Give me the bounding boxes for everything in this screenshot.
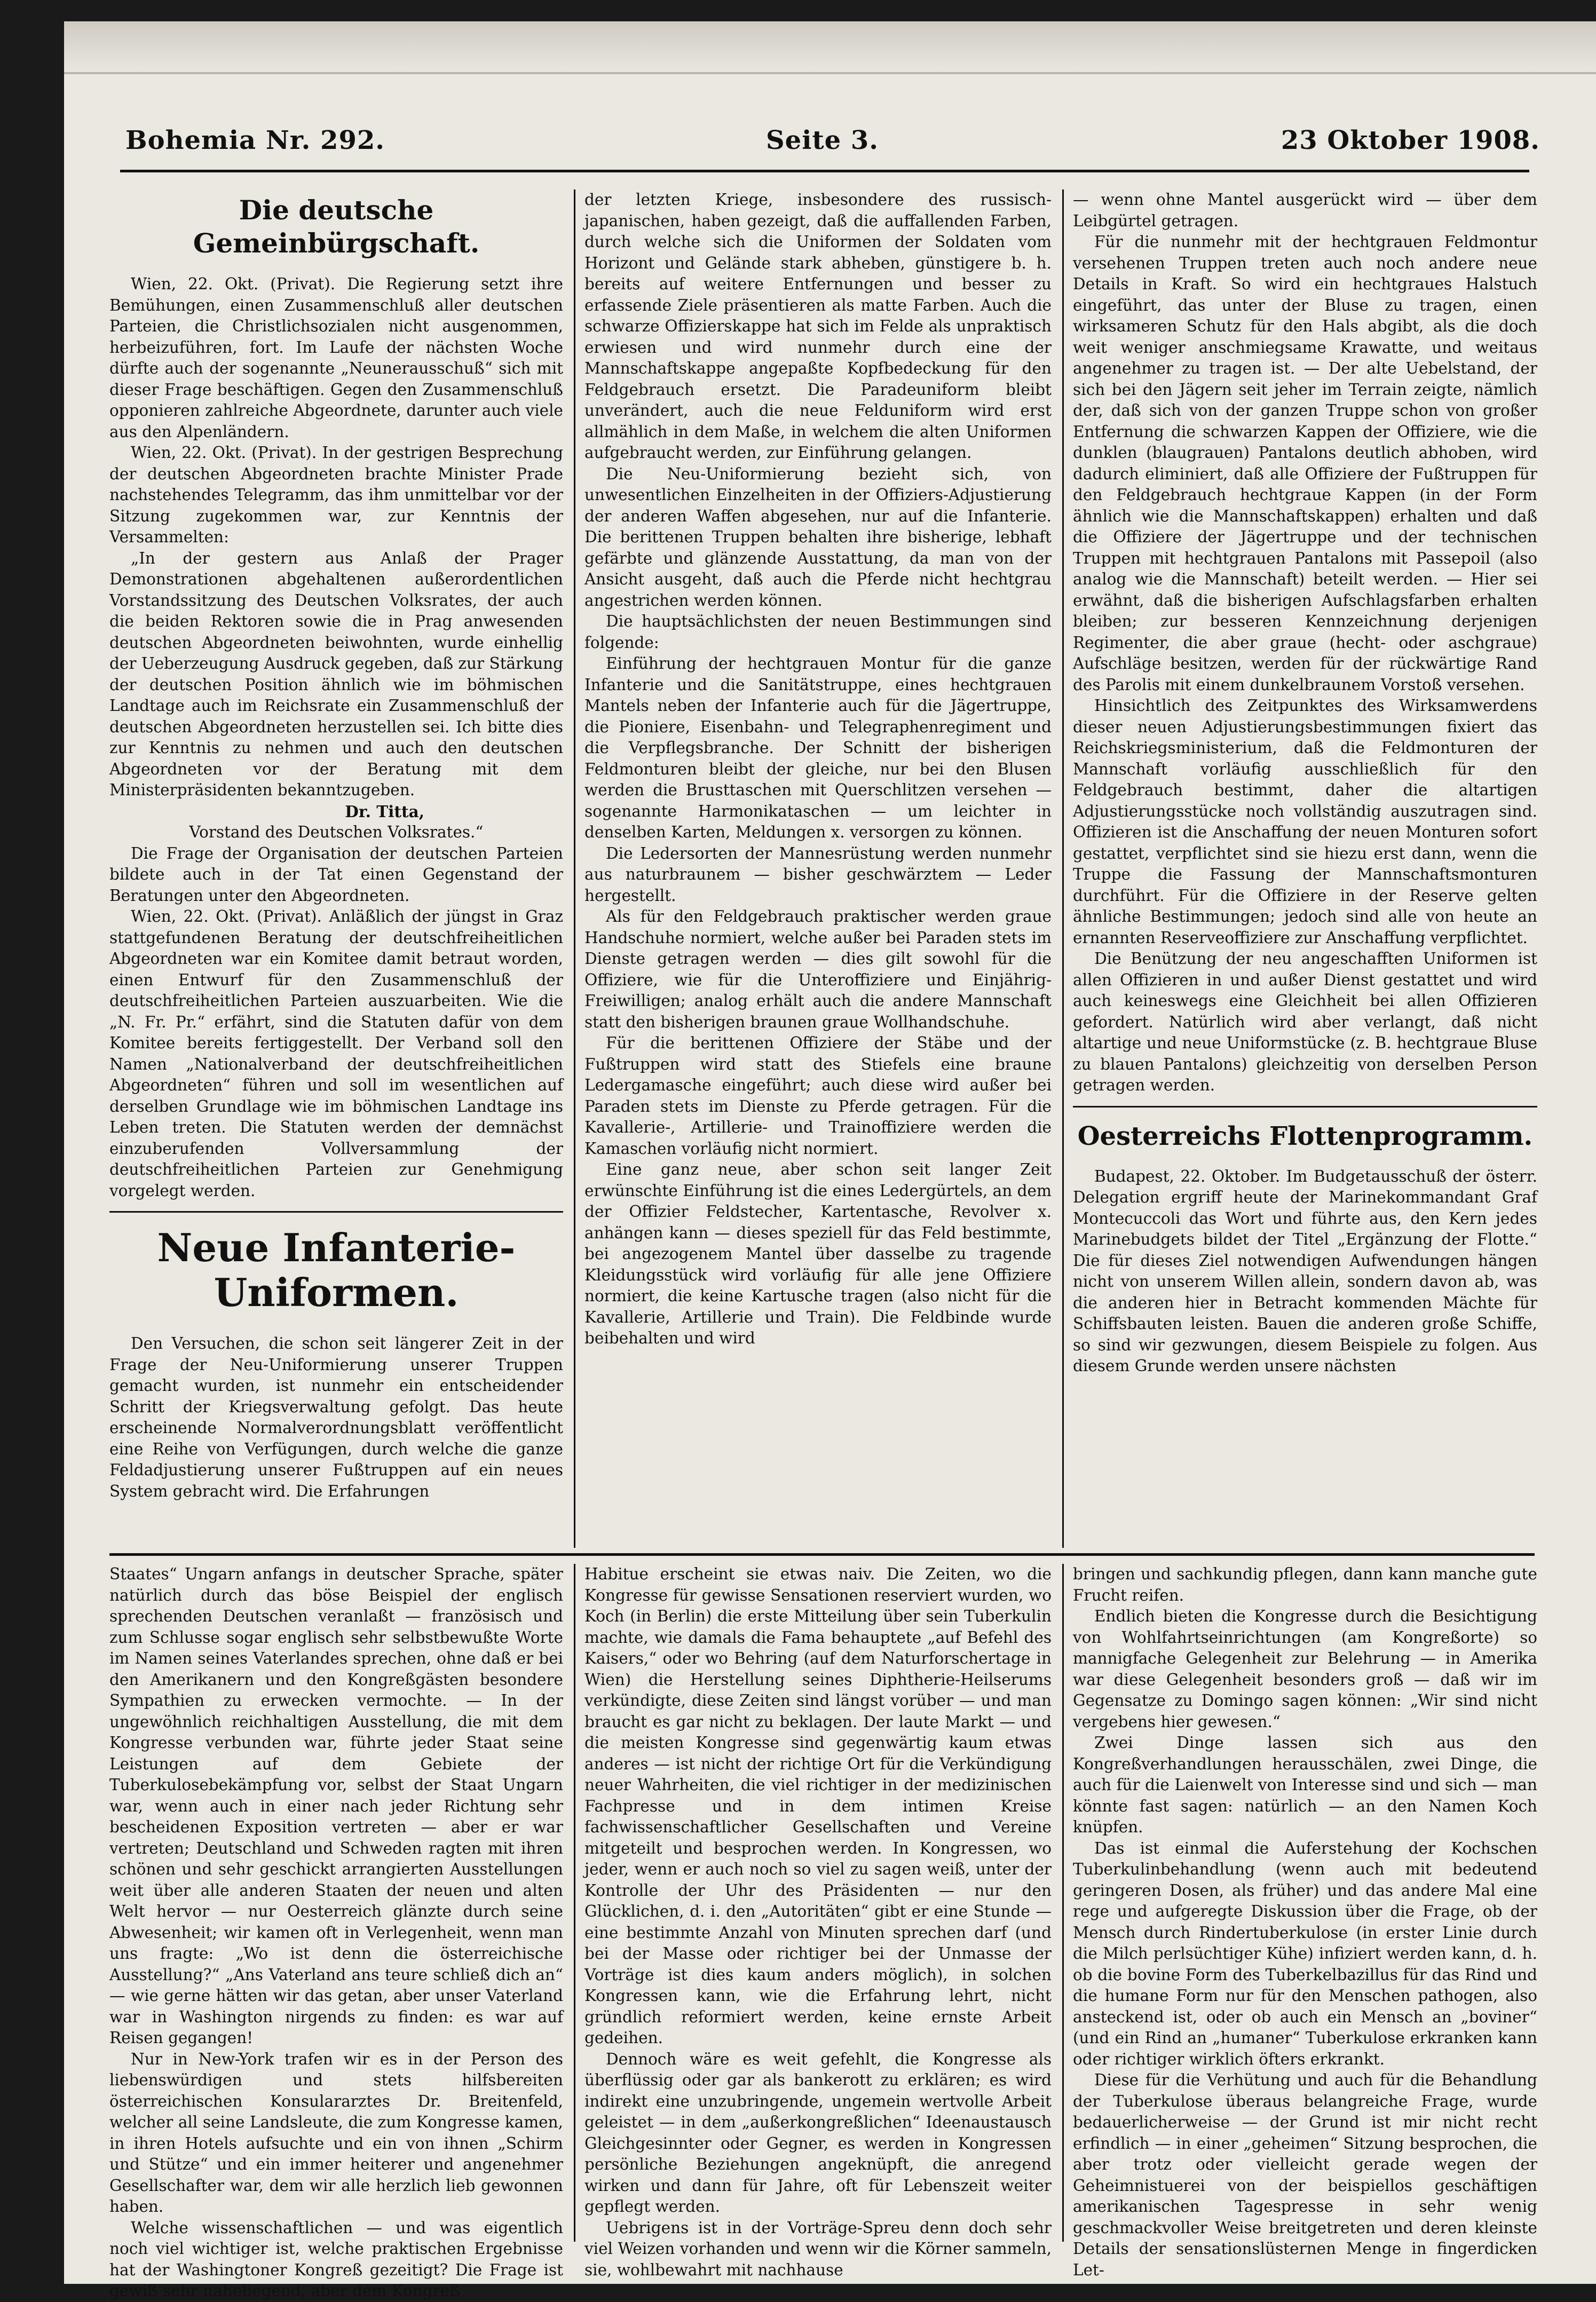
- feuilleton-paragraph: Das ist einmal die Auferstehung der Kochschen Tuberkulinbehandlung (wenn auch mit bedeutend geringeren Dosen, als früher) und das andere Mal eine rege und aufgeregte Diskussion über die Frage, ob der Mensch durch Rindertuberkulose (in erster Linie durch die Milch perlsüchtiger Kühe) infiziert werden kann, d. h. ob die bovine Form des Tuberkelbazillus für das Rind und die humane Form nur für den Menschen pathogen, also ansteckend ist, oder ob auch ein Mensch an „boviner“ (und ein Rind an „humaner“ Tuberkulose erkranken kann oder richtiger wirklich öfters erkrankt.: [1073, 1839, 1537, 2068]
- feuilleton-paragraph: Zwei Dinge lassen sich aus den Kongreßverhandlungen herausschälen, zwei Dinge, die auch für die Laienwelt von Interesse sind und sich — man könnte fast sagen: natürlich — an den Namen Koch knüpfen.: [1073, 1734, 1537, 1836]
- article-paragraph: Die hauptsächlichsten der neuen Bestimmungen sind folgende:: [584, 612, 1052, 652]
- newspaper-page: [104, 123, 1540, 2300]
- feuilleton-paragraph: Uebrigens ist in der Vorträge-Spreu denn doch sehr viel Weizen vorhanden und wenn wir die Körner sammeln, sie, wohlbewahrt mit nachhause: [584, 2218, 1052, 2279]
- feuilleton-column-3: [1073, 1564, 1537, 2279]
- article-paragraph: Die Benützung der neu angeschafften Uniformen ist allen Offizieren in und außer Dienst gestattet und wird auch keineswegs eine Gleichheit bei allen Offizieren gefordert. Natürlich wird aber verlangt, daß nicht altartige und neue Uniformstücke (z. B. hechtgraue Bluse zu blauen Pantalons) gleichzeitig von derselben Person getragen werden.: [1073, 950, 1537, 1094]
- running-head: [104, 123, 1540, 165]
- signature: Dr. Titta,: [345, 802, 424, 821]
- article-paragraph: — wenn ohne Mantel ausgerückt wird — über dem Leibgürtel getragen.: [1073, 191, 1537, 230]
- article-paragraph: der letzten Kriege, insbesondere des russisch-japanischen, haben gezeigt, daß die auffallenden Farben, durch welche sich die Uniformen der Soldaten vom Horizont und Gelände stark abheben, günstigere b. h. bereits auf weitere Entfernungen und besser zu erfassende Ziele präsentieren als matte Farben. Auch die schwarze Offizierskappe hat sich im Felde als unpraktisch erwiesen und wird nunmehr durch eine der Mannschaftskappe angepaßte Kopfbedeckung für den Feldgebrauch ersetzt. Die Paradeuniform bleibt unverändert, auch die neue Felduniform wird erst allmählich in dem Maße, in welchem die alten Uniformen aufgebraucht werden, zur Einführung gelangen.: [584, 191, 1052, 462]
- paper-edge-line: [64, 72, 1596, 74]
- article-paragraph: Als für den Feldgebrauch praktischer werden graue Handschuhe normiert, welche außer bei Paraden stets im Dienste getragen werden — dies gilt sowohl für die Offiziere, wie für die Unteroffiziere und Einjährig-Freiwilligen; analog erhält auch die andere Mannschaft statt den bisherigen braunen graue Wollhandschuhe.: [584, 907, 1052, 1031]
- feuilleton-column-1: [109, 1564, 563, 2300]
- newspaper-sheet: [64, 21, 1596, 2300]
- article-paragraph: Wien, 22. Okt. (Privat). Anläßlich der jüngst in Graz stattgefundenen Beratung der deutschfreiheitlichen Abgeordneten war ein Komitee damit betraut worden, einen Entwurf für den Zusammenschluß der deutschfreiheitlichen Parteien auszuarbeiten. Wie die „N. Fr. Pr.“ erfährt, sind die Statuten dafür von dem Komitee bereits fertiggestellt. Der Verband soll den Namen „Nationalverband der deutschfreiheitlichen Abgeordneten“ führen und soll im wesentlichen auf derselben Grundlage wie im böhmischen Landtage ins Leben treten. Die Statuten werden der demnächst einzuberufenden Vollversammlung der deutschfreiheitlichen Parteien zur Genehmigung vorgelegt werden.: [109, 907, 563, 1200]
- column-divider: [574, 189, 575, 1548]
- feuilleton-rule: [109, 1553, 1535, 1556]
- feuilleton-paragraph: Dennoch wäre es weit gefehlt, die Kongresse als überflüssig oder gar als bankerott zu erklären; es wird indirekt eine unzubringende, ungemein wertvolle Arbeit geleistet — in dem „außerkongreßlichen“ Ideenaustausch Gleichgesinnter oder Gegner, es werden in Kongressen persönliche Beziehungen angeknüpft, die anregend wirken und dann für Jahre, oft für Lebenszeit weiter gepflegt werden.: [584, 2050, 1052, 2216]
- masthead-issue: Bohemia Nr. 292.: [125, 125, 385, 155]
- article-paragraph: Wien, 22. Okt. (Privat). Die Regierung setzt ihre Bemühungen, einen Zusammenschluß aller deutschen Parteien, die Christlichsozialen nicht ausgenommen, herbeizuführen, fort. Im Laufe der nächsten Woche dürfte auch der sogenannte „Neunerausschuß“ sich mit dieser Frage beschäftigen. Gegen den Zusammenschluß opponieren zahlreiche Abgeordnete, darunter auch viele aus den Alpenländern.: [109, 275, 563, 441]
- article-paragraph: Die Neu-Uniformierung bezieht sich, von unwesentlichen Einzelheiten in der Offiziers-Adjustierung der anderen Waffen abgesehen, nur auf die Infanterie. Die berittenen Truppen behalten ihre bisherige, lebhaft gefärbte und glänzende Ausstattung, da man von der Ansicht ausgeht, daß auch die Pferde nicht hechtgrau angestrichen werden können.: [584, 464, 1052, 610]
- feuilleton-paragraph: Diese für die Verhütung und auch für die Behandlung der Tuberkulose überaus belangreiche Frage, wurde bedauerlicherweise — der Grund ist mir nicht recht erfindlich — in einer „geheimen“ Sitzung besprochen, die aber trotz oder vielleicht gerade wegen der Geheimnistuerei von der beispiellos geschäftigen amerikanischen Tagespresse in sehr wenig geschmackvoller Weise breitgetreten und deren kleinste Details der sensationslüsternen Menge in fingerdicken Let-: [1073, 2071, 1537, 2279]
- feuilleton-column-2: [584, 1564, 1052, 2279]
- feuilleton-paragraph: Nur in New-York trafen wir es in der Person des liebenswürdigen und stets hilfsbereiten österreichischen Konsulararztes Dr. Breitenfeld, welcher all seine Landsleute, die zum Kongresse kamen, in ihren Hotels aufsuchte und ein von ihnen „Schirm und Stütze“ und ein immer heiterer und angenehmer Gesellschafter war, dem wir alle herzlich lieb gewonnen haben.: [109, 2050, 563, 2216]
- article-paragraph: „In der gestern aus Anlaß der Prager Demonstrationen abgehaltenen außerordentlichen Vorstandssitzung des Deutschen Volksrates, der auch die beiden Rektoren sowie die in Prag anwesenden deutschen Abgeordneten beiwohnten, wurde einhellig der Ueberzeugung Ausdruck gegeben, daß zur Stärkung der deutschen Position ähnlich wie im böhmischen Landtage auch im Reichsrate ein Zusammenschluß der deutschen Abgeordneten herzustellen sei. Ich bitte dies zur Kenntnis zu nehmen und auch den deutschen Abgeordneten vor der Beratung mit dem Ministerpräsidenten bekanntzugeben.: [109, 549, 563, 799]
- column-divider: [1062, 1564, 1064, 2242]
- column-3: [1073, 189, 1537, 1545]
- article-paragraph: Für die nunmehr mit der hechtgrauen Feldmontur versehenen Truppen treten auch noch andere neue Details in Kraft. So wird ein hechtgraues Halstuch eingeführt, das unter der Bluse zu tragen, einen wirksameren Schutz für den Hals abgibt, als die doch weit weniger anschmiegsame Krawatte, und weitaus angenehmer zu tragen ist. — Der alte Uebelstand, der sich bei den Jägern seit jeher im Terrain zeigte, nämlich der, daß sich von der ganzen Truppe schon von großer Entfernung die schwarzen Kappen der Offiziere, wie die dunklen (blaugrauen) Pantalons deutlich abhoben, wird dadurch eliminiert, daß alle Offiziere der Fußtruppen für den Feldgebrauch hechtgraue Kappen (in der Form ähnlich wie die Mannschaftskappen) erhalten und daß die Offiziere der Jägertruppe und der technischen Truppen mit hechtgrauen Pantalons mit Passepoil (also analog wie die Mannschaft) beteilt werden. — Hier sei erwähnt, daß die bisherigen Aufschlagsfarben erhalten bleiben; zur besseren Kennzeichnung derjenigen Regimenter, die aber graue (hecht- oder aschgraue) Aufschläge besitzen, werden für der rückwärtige Rand des Parolis mit einem dunkelbraunem Vorstoß versehen.: [1073, 233, 1537, 694]
- feuilleton-paragraph: Endlich bieten die Kongresse durch die Besichtigung von Wohlfahrtseinrichtungen (am Kongreßorte) so mannigfache Gelegenheit zur Belehrung — in Amerika war diese Gelegenheit besonders groß — daß wir im Gegensatze zu Domingo sagen können: „Wir sind nicht vergebens hier gewesen.“: [1073, 1607, 1537, 1731]
- column-1: [109, 189, 563, 1545]
- column-2: [584, 189, 1052, 1545]
- article-paragraph: Den Versuchen, die schon seit längerer Zeit in der Frage der Neu-Uniformierung unserer Truppen gemacht wurden, ist nunmehr ein entscheidender Schritt der Kriegsverwaltung gefolgt. Das heute erscheinende Normalverordnungsblatt veröffentlicht eine Reihe von Verfügungen, durch welche die ganze Feldadjustierung unserer Fußtruppen auf ein neues System gebracht wird. Die Erfahrungen: [109, 1334, 563, 1500]
- paper-edge: [64, 21, 1596, 75]
- feuilleton-paragraph: Staates“ Ungarn anfangs in deutscher Sprache, später natürlich durch das böse Beispiel der englisch sprechenden Deutschen veranlaßt — französisch und zum Schlusse sogar englisch sehr selbstbewußte Worte im Namen seines Vaterlandes sprechen, ohne daß er bei den Amerikanern und den Kongreßgästen besondere Sympathien zu erwecken vermochte. — In der ungewöhnlich reichhaltigen Ausstellung, die mit dem Kongresse verbunden war, führte jeder Staat seine Leistungen auf dem Gebiete der Tuberkulosebekämpfung vor, selbst der Staat Ungarn war, wenn auch in einer nach jeder Richtung sehr bescheidenen Exposition vertreten — aber er war vertreten; Deutschland und Schweden ragten mit ihren schönen und sehr geschickt arrangierten Ausstellungen weit über alle anderen Staaten der neuen und alten Welt hervor — nur Oesterreich glänzte durch seine Abwesenheit; wir kamen oft in Verlegenheit, wenn man uns fragte: „Wo ist denn die österreichische Ausstellung?“ „Ans Vaterland ans teure schließ dich an“ — wie gerne hätten wir das getan, aber unser Vaterland war in Washington nirgends zu finden: es war auf Reisen gegangen!: [109, 1565, 563, 2047]
- column-divider: [574, 1564, 575, 2242]
- signature-role: Vorstand des Deutschen Volksrates.“: [189, 823, 484, 841]
- feuilleton-paragraph: Welche wissenschaftlichen — und was eigentlich noch viel wichtiger ist, welche praktischen Ergebnisse hat der Washingtoner Kongreß gezeitigt? Die Frage ist gewiß sehr naheliegend, aber dem Kongreß: [109, 2218, 563, 2300]
- feuilleton-paragraph: Habitue erscheint sie etwas naiv. Die Zeiten, wo die Kongresse für gewisse Sensationen reserviert wurden, wo Koch (in Berlin) die erste Mitteilung über sein Tuberkulin machte, wie damals die Fama behauptete „auf Befehl des Kaisers,“ oder wo Behring (auf dem Naturforschertage in Wien) die Herstellung seines Diphtherie-Heilserums verkündigte, diese Zeiten sind längst vorüber — und man braucht es gar nicht zu beklagen. Der laute Markt — und die meisten Kongresse sind gegenwärtig kaum etwas anderes — ist nicht der richtige Ort für die Verkündigung neuer Wahrheiten, die viel richtiger in der medizinischen Fachpresse und in dem intimen Kreise fachwissenschaftlicher Gesellschaften und Vereine mitgeteilt und besprochen werden. In Kongressen, wo jeder, wenn er auch noch so viel zu sagen weiß, unter der Kontrolle der Uhr des Präsidenten — nur den Glücklichen, d. i. den „Autoritäten“ gibt er eine Stunde — eine bestimmte Anzahl von Minuten sprechen darf (und bei der Masse oder richtiger bei der Unmasse der Vorträge ist dies kaum anders möglich), in solchen Kongressen kann, wie die Erfahrung lehrt, nicht gründlich reformiert werden, keine ernste Arbeit gedeihen.: [584, 1565, 1052, 2047]
- feuilleton-paragraph: bringen und sachkundig pflegen, dann kann manche gute Frucht reifen.: [1073, 1565, 1537, 1604]
- article-paragraph: Einführung der hechtgrauen Montur für die ganze Infanterie und die Sanitätstruppe, eines hechtgrauen Mantels neben der Infanterie auch für die Jägertruppe, die Pioniere, Eisenbahn- und Telegraphenregiment und die Verpflegsbranche. Der Schnitt der bisherigen Feldmonturen bleibt der gleiche, nur bei den Blusen werden die Brusttaschen mit Querschlitzen versehen — sogenannte Harmonikataschen — um leichter in denselben Karten, Meldungen x. versorgen zu können.: [584, 654, 1052, 841]
- article-paragraph: Budapest, 22. Oktober. Im Budgetausschuß der österr. Delegation ergriff heute der Marinekommandant Graf Montecuccoli das Wort und führte aus, den Kern jedes Marinebudgets bildet der Titel „Ergänzung der Flotte.“ Die für dieses Ziel notwendigen Aufwendungen hängen nicht von unserem Willen allein, sondern davon ab, was die anderen hier in Betracht kommenden Mächte für Schiffsbauten leisten. Bauen die anderen große Schiffe, so sind wir gezwungen, diesem Beispiele zu folgen. Aus diesem Grunde werden unsere nächsten: [1073, 1167, 1537, 1375]
- article-headline: Neue Infanterie-Uniformen.: [157, 1225, 516, 1315]
- article-headline: Oesterreichs Flottenprogramm.: [1077, 1121, 1533, 1151]
- article-paragraph: Für die berittenen Offiziere der Stäbe und der Fußtruppen wird statt des Stiefels eine braune Ledergamasche eingeführt; auch diese wird außer bei Paraden stets im Dienste zu Pferde getragen. Für die Kavallerie-, Artillerie- und Trainoffiziere werden die Kamaschen vorläufig nicht normiert.: [584, 1034, 1052, 1158]
- column-divider: [1062, 189, 1064, 1548]
- page-number: Seite 3.: [766, 125, 879, 155]
- article-paragraph: Wien, 22. Okt. (Privat). In der gestrigen Besprechung der deutschen Abgeordneten brachte Minister Prade nachstehendes Telegramm, das ihm unmittelbar vor der Sitzung zugekommen war, zur Kenntnis der Versammelten:: [109, 444, 563, 546]
- article-separator: [109, 1211, 563, 1213]
- article-paragraph: Eine ganz neue, aber schon seit langer Zeit erwünschte Einführung ist die eines Ledergürtels, an dem der Offizier Feldstecher, Kartentasche, Revolver x. anhängen kann — dieses speziell für das Feld bestimmte, bei angezogenem Mantel über dasselbe zu tragende Kleidungsstück wird vorläufig für alle jene Offiziere normiert, die keine Kartusche tragen (also nicht für die Kavallerie, Artillerie und Train). Die Feldbinde wurde beibehalten und wird: [584, 1160, 1052, 1347]
- article-paragraph: Hinsichtlich des Zeitpunktes des Wirksamwerdens dieser neuen Adjustierungsbestimmungen fixiert das Reichskriegsministerium, daß die Feldmonturen der Mannschaft vorläufig ausschließlich für den Feldgebrauch bestimmt, daher die altartigen Adjustierungsstücke noch vollständig auszutragen sind. Offizieren ist die Anschaffung der neuen Monturen sofort gestattet, verpflichtet sind sie hiezu erst dann, wenn die Truppe die Fassung der Mannschaftsmonturen durchführt. Für die Offiziere in der Reserve gelten ähnliche Bestimmungen; jedoch sind alle von heute an ernannten Reserveoffiziere zur Anschaffung verpflichtet.: [1073, 697, 1537, 947]
- article-separator: [1073, 1106, 1537, 1108]
- header-rule: [120, 170, 1529, 172]
- article-paragraph: Die Ledersorten der Mannesrüstung werden nunmehr aus naturbraunem — bisher geschwärztem — Leder hergestellt.: [584, 844, 1052, 905]
- issue-date: 23 Oktober 1908.: [1281, 125, 1540, 155]
- article-paragraph: Die Frage der Organisation der deutschen Parteien bildete auch in der Tat einen Gegenstand der Beratungen unter den Abgeordneten.: [109, 844, 563, 905]
- article-headline: Die deutsche Gemeinbürgschaft.: [193, 194, 480, 259]
